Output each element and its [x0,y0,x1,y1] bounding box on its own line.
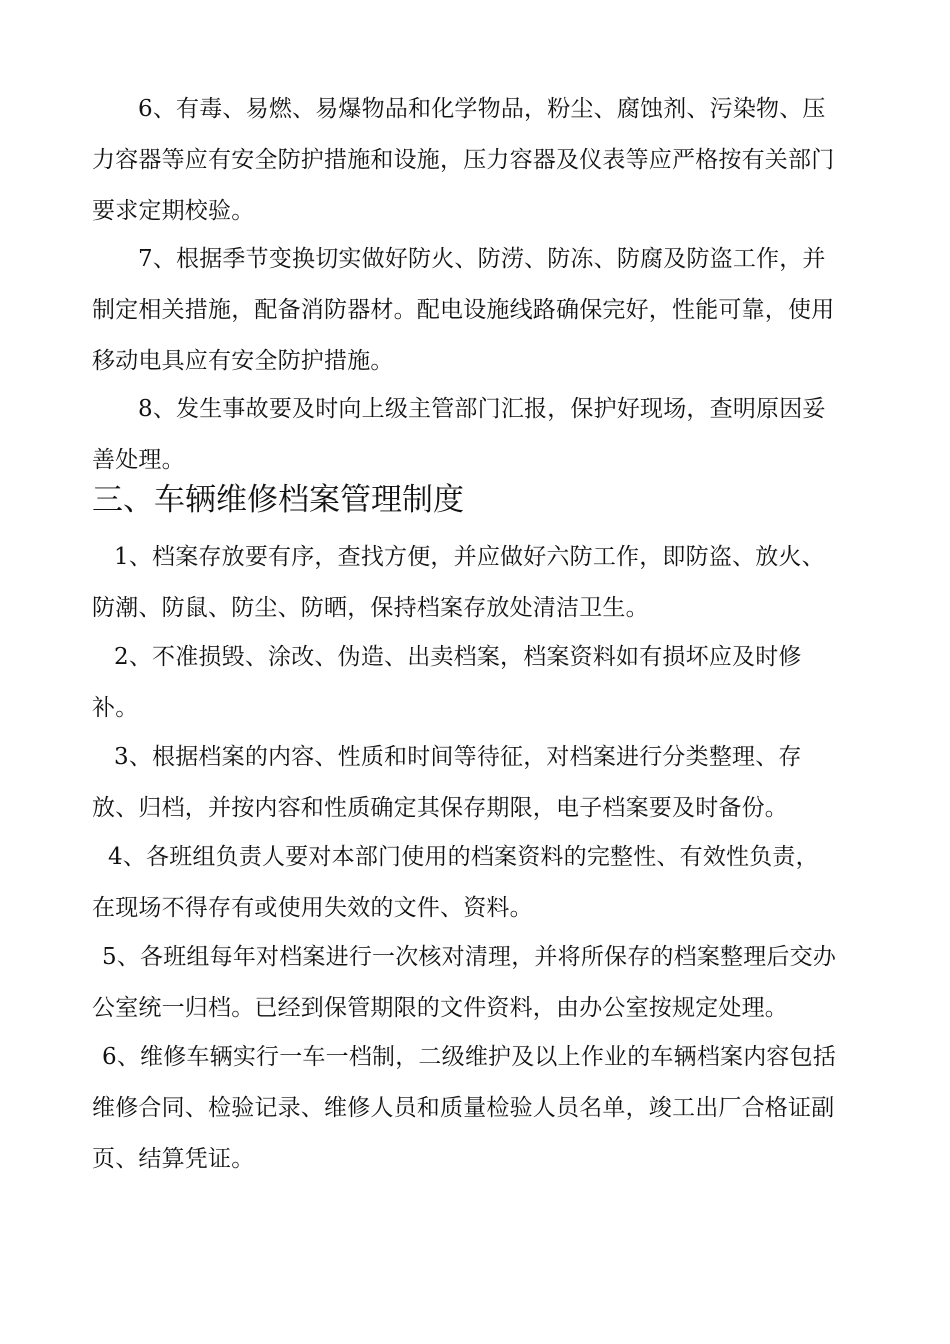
paragraph-item-6-hazardous-materials: 6、有毒、易燃、易爆物品和化学物品，粉尘、腐蚀剂、污染物、压力容器等应有安全防护措施和设施，压力容器及仪表等应严格按有关部门要求定期校验。 [92,96,835,224]
paragraph-archive-6: 6、维修车辆实行一车一档制，二级维护及以上作业的车辆档案内容包括维修合同、检验记录、维修人员和质量检验人员名单，竣工出厂合格证副页、结算凭证。 [92,1044,837,1172]
section-heading: 三、车辆维修档案管理制度 [92,482,464,518]
paragraph-archive-4: 4、各班组负责人要对本部门使用的档案资料的完整性、有效性负责，在现场不得存有或使用失效的文件、资料。 [92,844,819,921]
paragraph-item-7-seasonal-protection: 7、根据季节变换切实做好防火、防涝、防冻、防腐及防盗工作，并制定相关措施，配备消防器材。配电设施线路确保完好，性能可靠，使用移动电具应有安全防护措施。 [92,246,835,374]
paragraph-archive-3: 3、根据档案的内容、性质和时间等待征，对档案进行分类整理、存放、归档，并按内容和性质确定其保存期限，电子档案要及时备份。 [92,744,802,821]
paragraph-item-8-accident-reporting: 8、发生事故要及时向上级主管部门汇报，保护好现场，查明原因妥善处理。 [92,396,826,473]
paragraph-archive-2: 2、不准损毁、涂改、伪造、出卖档案，档案资料如有损坏应及时修补。 [92,644,802,721]
paragraph-archive-5: 5、各班组每年对档案进行一次核对清理，并将所保存的档案整理后交办公室统一归档。已经到保管期限的文件资料，由办公室按规定处理。 [92,944,837,1021]
paragraph-archive-1: 1、档案存放要有序，查找方便，并应做好六防工作，即防盗、放火、防潮、防鼠、防尘、防晒，保持档案存放处清洁卫生。 [92,544,825,621]
